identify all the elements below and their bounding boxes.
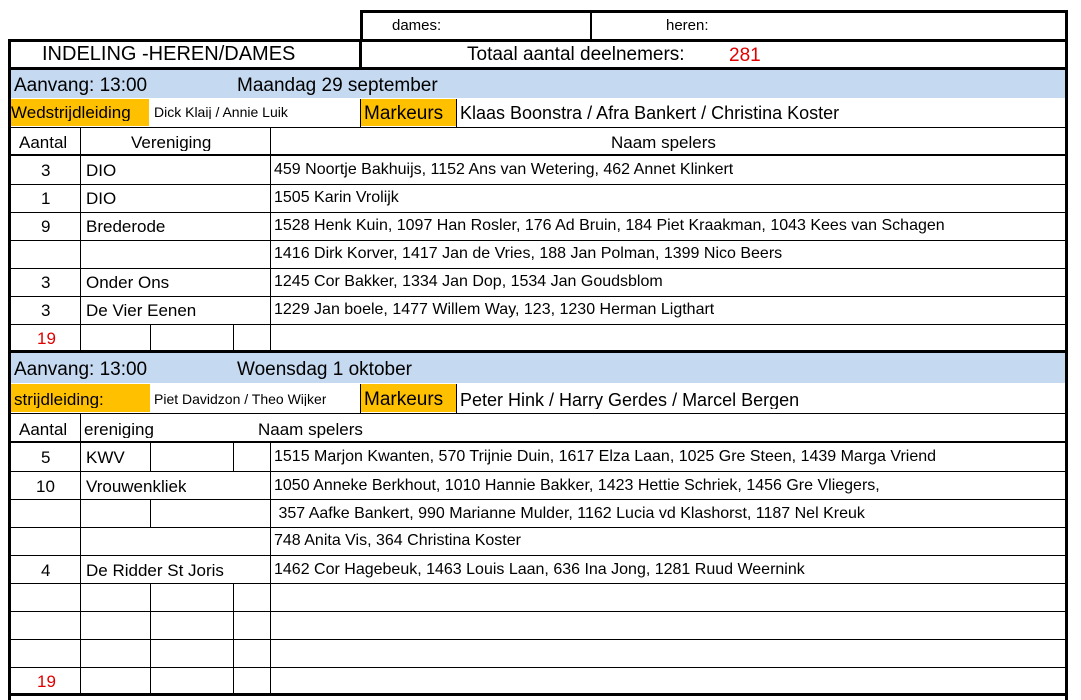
col-aantal: Aantal	[19, 134, 68, 151]
heren-label: heren:	[666, 18, 709, 33]
row-spelers: 1505 Karin Vrolijk	[274, 190, 399, 206]
section-total: 19	[37, 330, 56, 347]
col-aantal: Aantal	[19, 421, 68, 438]
row-aantal: 4	[41, 562, 51, 579]
row-spelers: 357 Aafke Bankert, 990 Marianne Mulder, 1162 Lucia vd Klashorst, 1187 Nel Kreuk	[274, 506, 865, 522]
row-spelers: 1462 Cor Hagebeuk, 1463 Louis Laan, 636 Ina Jong, 1281 Ruud Weernink	[274, 562, 805, 578]
row-aantal: 3	[41, 274, 51, 291]
total-label: Totaal aantal deelnemers:	[467, 45, 685, 64]
row-spelers: 1515 Marjon Kwanten, 570 Trijnie Duin, 1617 Elza Laan, 1025 Gre Steen, 1439 Marga Vriend	[274, 449, 937, 465]
total-value: 281	[729, 46, 761, 65]
row-spelers: 1245 Cor Bakker, 1334 Jan Dop, 1534 Jan Goudsblom	[274, 274, 663, 290]
row-vereniging: DIO	[86, 190, 117, 207]
row-spelers: 748 Anita Vis, 364 Christina Koster	[274, 533, 521, 549]
row-aantal: 1	[41, 190, 51, 207]
markeurs-names: Peter Hink / Harry Gerdes / Marcel Bergen	[460, 391, 800, 409]
markeurs-label: Markeurs	[364, 104, 444, 123]
row-spelers: 1050 Anneke Berkhout, 1010 Hannie Bakker, 1423 Hettie Schriek, 1456 Gre Vliegers,	[274, 478, 880, 494]
row-aantal: 3	[41, 302, 51, 319]
row-aantal: 9	[41, 218, 51, 235]
row-vereniging: DIO	[86, 162, 117, 179]
row-spelers: 1229 Jan boele, 1477 Willem Way, 123, 1230 Herman Ligthart	[274, 302, 715, 318]
row-aantal: 3	[41, 162, 51, 179]
row-spelers: 459 Noortje Bakhuijs, 1152 Ans van Wetering, 462 Annet Klinkert	[274, 162, 734, 178]
session-date: Woensdag 1 oktober	[237, 360, 412, 379]
start-time: Aanvang: 13:00	[14, 76, 148, 95]
row-vereniging: De Vier Eenen	[86, 302, 197, 319]
row-aantal: 10	[36, 478, 55, 495]
col-vereniging: ereniging	[84, 421, 154, 438]
start-time: Aanvang: 13:00	[14, 360, 148, 379]
row-vereniging: Vrouwenkliek	[86, 478, 187, 495]
row-vereniging: Onder Ons	[86, 274, 170, 291]
markeurs-label: Markeurs	[364, 390, 444, 409]
col-naam-spelers: Naam spelers	[258, 421, 363, 438]
leiding-names: Piet Davidzon / Theo Wijker	[154, 392, 327, 406]
leiding-names: Dick Klaij / Annie Luik	[154, 105, 288, 119]
row-aantal: 5	[41, 449, 51, 466]
row-vereniging: KWV	[86, 449, 125, 466]
leiding-label: Wedstrijdleiding	[11, 104, 131, 121]
section-total: 19	[37, 673, 56, 690]
page-title: INDELING -HEREN/DAMES	[42, 44, 296, 64]
row-vereniging: Brederode	[86, 218, 166, 235]
col-vereniging: Vereniging	[131, 134, 212, 151]
row-vereniging: De Ridder St Joris	[86, 562, 224, 579]
row-spelers: 1416 Dirk Korver, 1417 Jan de Vries, 188 Jan Polman, 1399 Nico Beers	[274, 246, 783, 262]
session-date: Maandag 29 september	[237, 76, 438, 95]
col-naam-spelers: Naam spelers	[611, 134, 716, 151]
leiding-label: strijdleiding:	[14, 391, 104, 408]
dames-label: dames:	[392, 18, 442, 33]
row-spelers: 1528 Henk Kuin, 1097 Han Rosler, 176 Ad Bruin, 184 Piet Kraakman, 1043 Kees van Schagen	[274, 218, 945, 234]
markeurs-names: Klaas Boonstra / Afra Bankert / Christina Koster	[460, 104, 840, 122]
right-border	[1065, 39, 1068, 700]
